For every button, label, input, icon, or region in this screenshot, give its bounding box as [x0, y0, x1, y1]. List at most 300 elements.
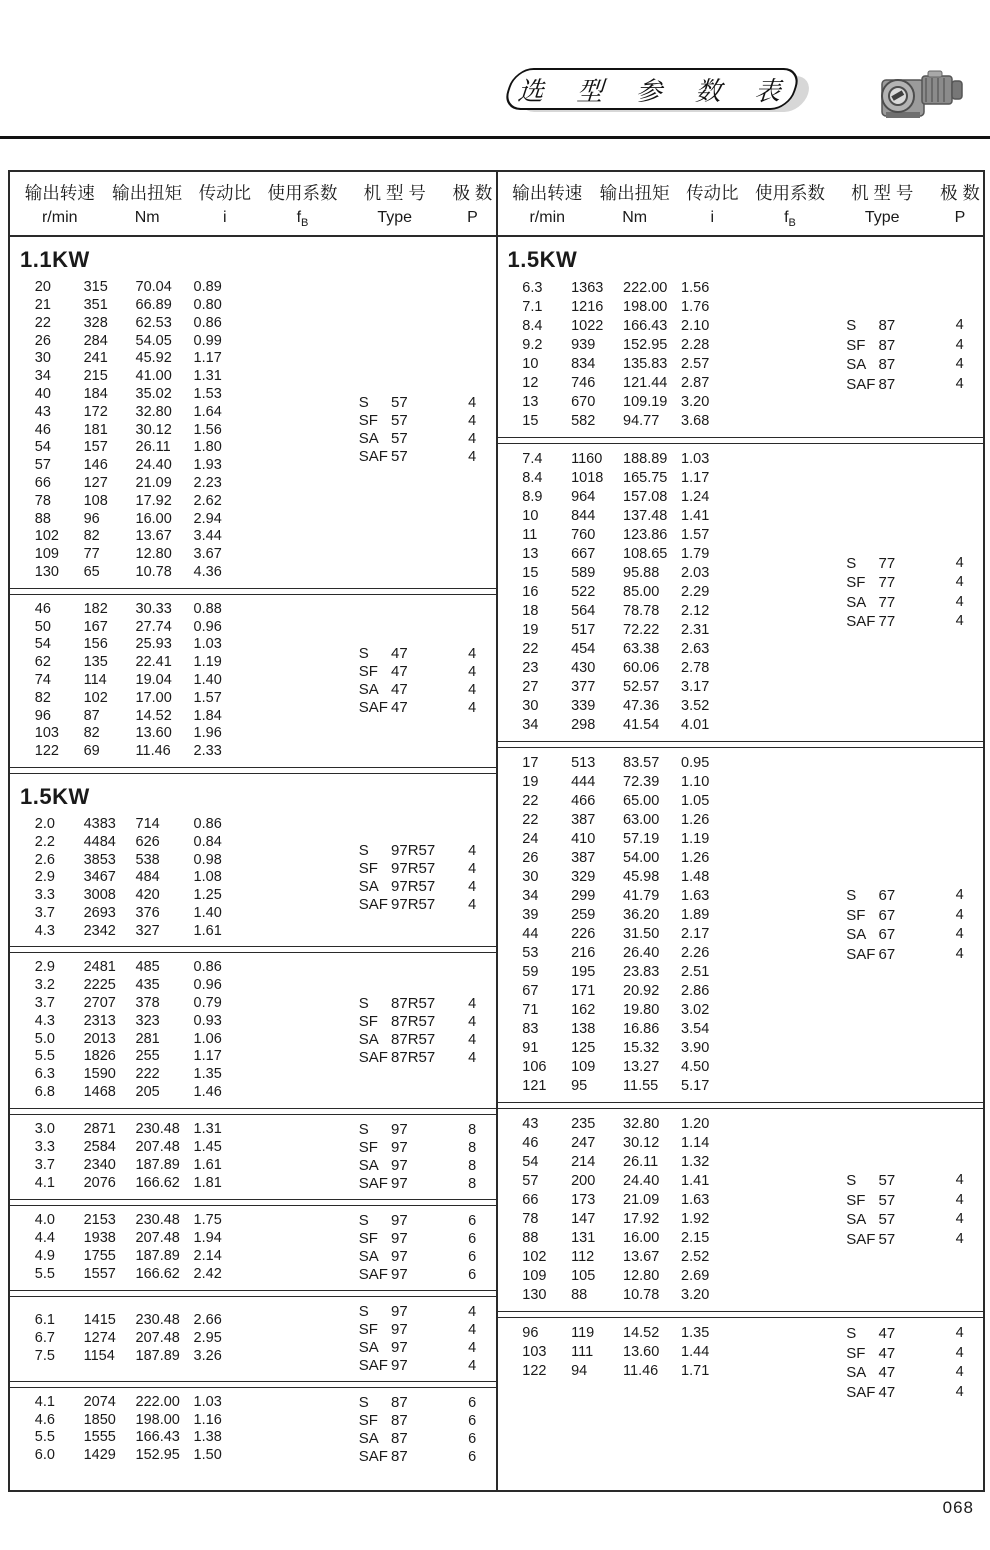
table-row [498, 678, 828, 697]
type-prefix: SAF [358, 896, 388, 914]
table-row [10, 1139, 340, 1157]
cell-speed: 103 [522, 1344, 547, 1361]
header-labels [10, 180, 496, 205]
table-row [10, 1248, 340, 1266]
cell-torque: 173 [571, 1192, 596, 1209]
cell-ratio: 187.89 [135, 1247, 180, 1264]
type-size: 97 [391, 1211, 408, 1229]
table-row [10, 869, 340, 887]
table-row [10, 725, 340, 743]
section-label: 1.5KW [20, 783, 90, 809]
cell-torque: 108 [83, 492, 108, 509]
cell-service-factor: 2.28 [681, 337, 710, 354]
cell-speed: 67 [522, 983, 539, 1000]
type-designation [828, 355, 937, 375]
type-row [340, 1303, 495, 1321]
table-block [498, 747, 984, 1103]
cell-speed: 66 [34, 474, 51, 491]
type-prefix: SF [358, 662, 378, 680]
pole-count: 4 [955, 554, 964, 571]
cell-ratio: 323 [135, 1012, 160, 1029]
type-prefix: SF [846, 906, 866, 924]
cell-speed: 43 [34, 403, 51, 420]
type-row [340, 1430, 495, 1448]
table-block [498, 1317, 984, 1490]
cell-ratio: 230.48 [135, 1312, 180, 1329]
cell-torque: 119 [571, 1325, 595, 1342]
type-prefix: S [358, 994, 369, 1012]
pole-count: 4 [955, 1325, 964, 1342]
blocks-right [498, 237, 984, 1490]
table-row [498, 621, 828, 640]
cell-service-factor: 1.44 [681, 1344, 710, 1361]
cell-speed: 5.5 [34, 1265, 55, 1282]
cell-speed: 15 [522, 565, 539, 582]
cell-ratio: 47.36 [623, 698, 660, 715]
cell-torque: 1429 [83, 1447, 116, 1464]
cell-ratio: 26.11 [623, 1154, 659, 1171]
type-prefix: S [846, 1172, 857, 1190]
cell-torque: 564 [571, 603, 596, 620]
pole-count: 4 [955, 574, 964, 591]
table-row [498, 488, 828, 507]
cell-ratio: 166.43 [623, 318, 668, 335]
block-body [498, 754, 984, 1096]
data-rows [10, 601, 340, 761]
type-prefix: SA [358, 1156, 379, 1174]
cell-service-factor: 1.05 [681, 793, 710, 810]
cell-ratio: 72.22 [623, 622, 660, 639]
cell-service-factor: 3.17 [681, 679, 710, 696]
table-row [10, 1066, 340, 1084]
cell-speed: 66 [522, 1192, 539, 1209]
cell-torque: 125 [571, 1040, 596, 1057]
type-designation [340, 1339, 449, 1357]
cell-torque: 241 [83, 350, 108, 367]
pole-count: 4 [955, 375, 964, 392]
pole-count: 6 [468, 1248, 477, 1265]
table-row [10, 1412, 340, 1430]
cell-service-factor: 1.50 [193, 1447, 222, 1464]
cell-torque: 95 [571, 1078, 588, 1095]
cell-torque: 284 [83, 332, 108, 349]
cell-speed: 3.7 [34, 1156, 55, 1173]
cell-ratio: 32.80 [623, 1116, 660, 1133]
data-rows [498, 1324, 828, 1381]
type-designation [828, 573, 937, 593]
cell-service-factor: 1.75 [193, 1212, 222, 1229]
cell-ratio: 45.98 [623, 869, 660, 886]
pole-count: 4 [468, 1357, 477, 1374]
cell-service-factor: 2.17 [681, 926, 710, 943]
table-row [10, 690, 340, 708]
cell-ratio: 15.32 [623, 1040, 660, 1057]
pole-count: 4 [468, 1303, 477, 1320]
banner-outline [501, 68, 803, 110]
pole-count: 6 [468, 1212, 477, 1229]
cell-ratio: 11.55 [623, 1078, 659, 1095]
type-row [340, 394, 495, 412]
cell-service-factor: 1.41 [681, 508, 710, 525]
table-row [10, 852, 340, 870]
cell-service-factor: 2.15 [681, 1230, 710, 1247]
cell-torque: 3853 [83, 851, 116, 868]
type-size: 47 [878, 1325, 896, 1343]
cell-service-factor: 2.12 [681, 603, 710, 620]
cell-ratio: 63.00 [623, 812, 660, 829]
pole-count: 8 [468, 1121, 477, 1138]
data-rows [10, 1212, 340, 1284]
cell-torque: 82 [83, 725, 100, 742]
cell-torque: 114 [83, 671, 107, 688]
cell-torque: 667 [571, 546, 596, 563]
cell-ratio: 57.19 [623, 831, 660, 848]
cell-torque: 87 [83, 707, 100, 724]
type-size: 97 [391, 1138, 408, 1156]
table-row [10, 1394, 340, 1412]
cell-torque: 77 [83, 546, 100, 563]
cell-service-factor: 1.35 [193, 1066, 222, 1083]
cell-speed: 44 [522, 926, 539, 943]
cell-torque: 2153 [83, 1212, 116, 1229]
cell-torque: 670 [571, 394, 596, 411]
table-row [498, 1020, 828, 1039]
type-prefix: SAF [846, 1383, 876, 1401]
cell-service-factor: 2.62 [193, 492, 222, 509]
block-body [498, 1324, 984, 1402]
cell-service-factor: 3.68 [681, 413, 710, 430]
cell-service-factor: 2.52 [681, 1249, 710, 1266]
type-designation [828, 612, 937, 632]
cell-speed: 2.6 [34, 851, 55, 868]
table-row [498, 716, 828, 735]
table-row [498, 469, 828, 488]
type-designation [340, 1303, 449, 1321]
cell-service-factor: 1.46 [193, 1084, 222, 1101]
cell-torque: 387 [571, 850, 596, 867]
cell-torque: 182 [83, 600, 108, 617]
type-size: 87 [878, 356, 896, 374]
cell-speed: 91 [522, 1040, 539, 1057]
cell-service-factor: 2.10 [681, 318, 710, 335]
table-row [10, 439, 340, 457]
table-row [10, 1175, 340, 1193]
cell-service-factor: 1.08 [193, 869, 222, 886]
block-body [498, 279, 984, 431]
type-designation [340, 1448, 449, 1466]
cell-ratio: 376 [135, 904, 160, 921]
cell-speed: 23 [522, 660, 539, 677]
cell-ratio: 435 [135, 977, 160, 994]
cell-ratio: 14.52 [623, 1325, 660, 1342]
type-list [340, 601, 495, 761]
table-row [10, 743, 340, 761]
type-row [340, 430, 495, 448]
cell-ratio: 20.92 [623, 983, 660, 1000]
cell-speed: 12 [522, 375, 539, 392]
type-row [828, 1230, 983, 1250]
cell-service-factor: 0.88 [193, 600, 222, 617]
cell-ratio: 10.78 [623, 1287, 660, 1304]
cell-torque: 746 [571, 375, 596, 392]
type-prefix: SAF [358, 1356, 388, 1374]
cell-service-factor: 2.29 [681, 584, 710, 601]
cell-service-factor: 5.17 [681, 1078, 710, 1095]
cell-torque: 181 [83, 421, 108, 438]
table-block [10, 773, 496, 948]
pole-count: 4 [955, 1211, 964, 1228]
cell-service-factor: 1.79 [681, 546, 710, 563]
cell-speed: 20 [34, 279, 51, 296]
type-designation [828, 1324, 937, 1344]
type-prefix: SF [358, 1138, 378, 1156]
data-rows [498, 450, 828, 735]
cell-torque: 589 [571, 565, 596, 582]
cell-service-factor: 3.02 [681, 1002, 710, 1019]
cell-speed: 3.3 [34, 887, 55, 904]
cell-service-factor: 1.19 [193, 654, 222, 671]
cell-ratio: 485 [135, 959, 160, 976]
cell-ratio: 165.75 [623, 470, 668, 487]
type-row [828, 316, 983, 336]
cell-service-factor: 0.80 [193, 296, 222, 313]
header-units [498, 209, 984, 229]
cell-torque: 410 [571, 831, 596, 848]
cell-speed: 30 [522, 698, 539, 715]
cell-torque: 184 [83, 385, 108, 402]
page-number: 068 [942, 1498, 974, 1517]
cell-service-factor: 1.31 [193, 368, 222, 385]
cell-service-factor: 4.50 [681, 1059, 710, 1076]
cell-torque: 96 [83, 510, 100, 527]
type-row [828, 355, 983, 375]
cell-ratio: 17.92 [135, 492, 172, 509]
cell-service-factor: 1.17 [681, 470, 710, 487]
cell-torque: 94 [571, 1363, 588, 1380]
type-list [340, 816, 495, 941]
cell-service-factor: 1.10 [681, 774, 710, 791]
cell-ratio: 166.62 [135, 1174, 180, 1191]
cell-ratio: 45.92 [135, 350, 172, 367]
table-row [498, 1115, 828, 1134]
pole-count: 6 [468, 1448, 477, 1465]
table-row [10, 816, 340, 834]
type-size: 97R57 [391, 878, 436, 896]
cell-ratio: 78.78 [623, 603, 660, 620]
cell-torque: 1938 [83, 1230, 116, 1247]
cell-torque: 247 [571, 1135, 596, 1152]
cell-speed: 88 [522, 1230, 539, 1247]
cell-speed: 4.3 [34, 922, 55, 939]
cell-torque: 2481 [83, 959, 116, 976]
type-prefix: SF [358, 860, 378, 878]
pole-count: 4 [955, 1191, 964, 1208]
block-body [10, 601, 496, 761]
cell-speed: 13 [522, 394, 539, 411]
type-designation [340, 995, 449, 1013]
cell-ratio: 21.09 [623, 1192, 660, 1209]
cell-torque: 4484 [83, 833, 116, 850]
type-designation [828, 1230, 937, 1250]
type-row [340, 842, 495, 860]
type-size: 97 [391, 1302, 408, 1320]
pole-count: 4 [468, 995, 477, 1012]
cell-service-factor: 3.52 [681, 698, 710, 715]
cell-ratio: 207.48 [135, 1329, 180, 1346]
cell-torque: 2584 [83, 1139, 116, 1156]
type-row [340, 1394, 495, 1412]
table-row [10, 1212, 340, 1230]
cell-ratio: 222.00 [135, 1393, 180, 1410]
cell-speed: 4.1 [34, 1393, 55, 1410]
type-row [828, 336, 983, 356]
type-designation [340, 1049, 449, 1067]
type-row [828, 925, 983, 945]
type-designation [828, 1344, 937, 1364]
unit-speed: r/min [529, 209, 566, 226]
pole-count: 4 [468, 1013, 477, 1030]
cell-torque: 328 [83, 314, 108, 331]
cell-service-factor: 1.63 [681, 1192, 710, 1209]
cell-ratio: 626 [135, 833, 160, 850]
table-row [498, 583, 828, 602]
table-row [498, 792, 828, 811]
cell-service-factor: 1.40 [193, 904, 222, 921]
table-row [10, 493, 340, 511]
type-prefix: SA [846, 926, 867, 944]
type-prefix: SA [846, 1211, 867, 1229]
table-row [10, 672, 340, 690]
cell-ratio: 70.04 [135, 279, 172, 296]
data-rows [10, 1303, 340, 1375]
type-designation [340, 645, 449, 663]
cell-ratio: 24.40 [623, 1173, 660, 1190]
table-column-left [10, 172, 498, 1490]
cell-torque: 299 [571, 888, 596, 905]
table-row [10, 333, 340, 351]
cell-speed: 6.0 [34, 1447, 55, 1464]
type-designation [828, 945, 937, 965]
cell-service-factor: 1.45 [193, 1139, 222, 1156]
pole-count: 4 [955, 317, 964, 334]
cell-torque: 3467 [83, 869, 116, 886]
type-row [340, 681, 495, 699]
cell-torque: 1018 [571, 470, 604, 487]
table-row [498, 279, 828, 298]
header-poles: 极 数 [452, 183, 493, 203]
type-row [340, 1230, 495, 1248]
pole-count: 4 [955, 1230, 964, 1247]
type-row [828, 1383, 983, 1403]
header-service-factor: 使用系数 [754, 183, 825, 203]
table-row [498, 1153, 828, 1172]
cell-ratio: 83.57 [623, 755, 660, 772]
cell-ratio: 420 [135, 887, 160, 904]
type-size: 97 [391, 1320, 408, 1338]
cell-service-factor: 1.35 [681, 1325, 710, 1342]
type-row [340, 1339, 495, 1357]
type-designation [340, 1357, 449, 1375]
table-row [10, 564, 340, 582]
cell-ratio: 26.11 [135, 439, 171, 456]
pole-count: 4 [955, 926, 964, 943]
type-designation [340, 1394, 449, 1412]
data-rows [10, 1394, 340, 1465]
pole-count: 4 [468, 413, 477, 430]
cell-speed: 6.3 [34, 1066, 55, 1083]
cell-ratio: 255 [135, 1048, 160, 1065]
cell-ratio: 13.67 [623, 1249, 660, 1266]
cell-torque: 1555 [83, 1429, 116, 1446]
cell-speed: 3.7 [34, 904, 55, 921]
type-size: 57 [391, 412, 408, 430]
type-row [340, 699, 495, 717]
cell-torque: 162 [571, 1002, 596, 1019]
data-rows [10, 959, 340, 1101]
pole-count: 4 [955, 593, 964, 610]
cell-speed: 6.3 [522, 280, 543, 297]
type-prefix: SA [358, 878, 379, 896]
cell-speed: 4.0 [34, 1212, 55, 1229]
type-row [828, 593, 983, 613]
cell-speed: 96 [522, 1325, 539, 1342]
type-row [340, 1321, 495, 1339]
cell-ratio: 188.89 [623, 451, 668, 468]
cell-torque: 1557 [83, 1265, 116, 1282]
cell-speed: 22 [522, 812, 539, 829]
cell-torque: 109 [571, 1059, 596, 1076]
type-prefix: SAF [846, 375, 876, 393]
table-row [498, 925, 828, 944]
cell-service-factor: 2.33 [193, 743, 222, 760]
type-list [828, 1324, 983, 1402]
type-row [340, 1212, 495, 1230]
cell-torque: 964 [571, 489, 596, 506]
cell-speed: 27 [522, 679, 539, 696]
cell-speed: 106 [522, 1059, 547, 1076]
cell-ratio: 16.00 [623, 1230, 660, 1247]
cell-ratio: 27.74 [135, 618, 172, 635]
block-body [498, 1115, 984, 1305]
table-block [498, 443, 984, 742]
cell-service-factor: 0.99 [193, 332, 222, 349]
cell-speed: 43 [522, 1116, 539, 1133]
table-row [498, 1210, 828, 1229]
type-size: 97 [391, 1265, 408, 1283]
cell-speed: 7.5 [34, 1347, 55, 1364]
cell-torque: 112 [571, 1249, 595, 1266]
type-size: 87R57 [391, 994, 436, 1012]
table-row [10, 1230, 340, 1248]
cell-torque: 2693 [83, 904, 116, 921]
type-designation [828, 593, 937, 613]
cell-speed: 24 [522, 831, 539, 848]
pole-count: 6 [468, 1412, 477, 1429]
pole-count: 4 [955, 1364, 964, 1381]
type-size: 97R57 [391, 896, 436, 914]
cell-service-factor: 1.64 [193, 403, 222, 420]
cell-speed: 15 [522, 413, 539, 430]
cell-service-factor: 0.93 [193, 1012, 222, 1029]
type-size: 57 [878, 1191, 896, 1209]
unit-ratio: i [710, 209, 715, 226]
pole-count: 4 [955, 887, 964, 904]
type-size: 77 [878, 593, 896, 611]
block-body [10, 1212, 496, 1284]
table-row [10, 528, 340, 546]
table-row [498, 336, 828, 355]
table-row [498, 1362, 828, 1381]
